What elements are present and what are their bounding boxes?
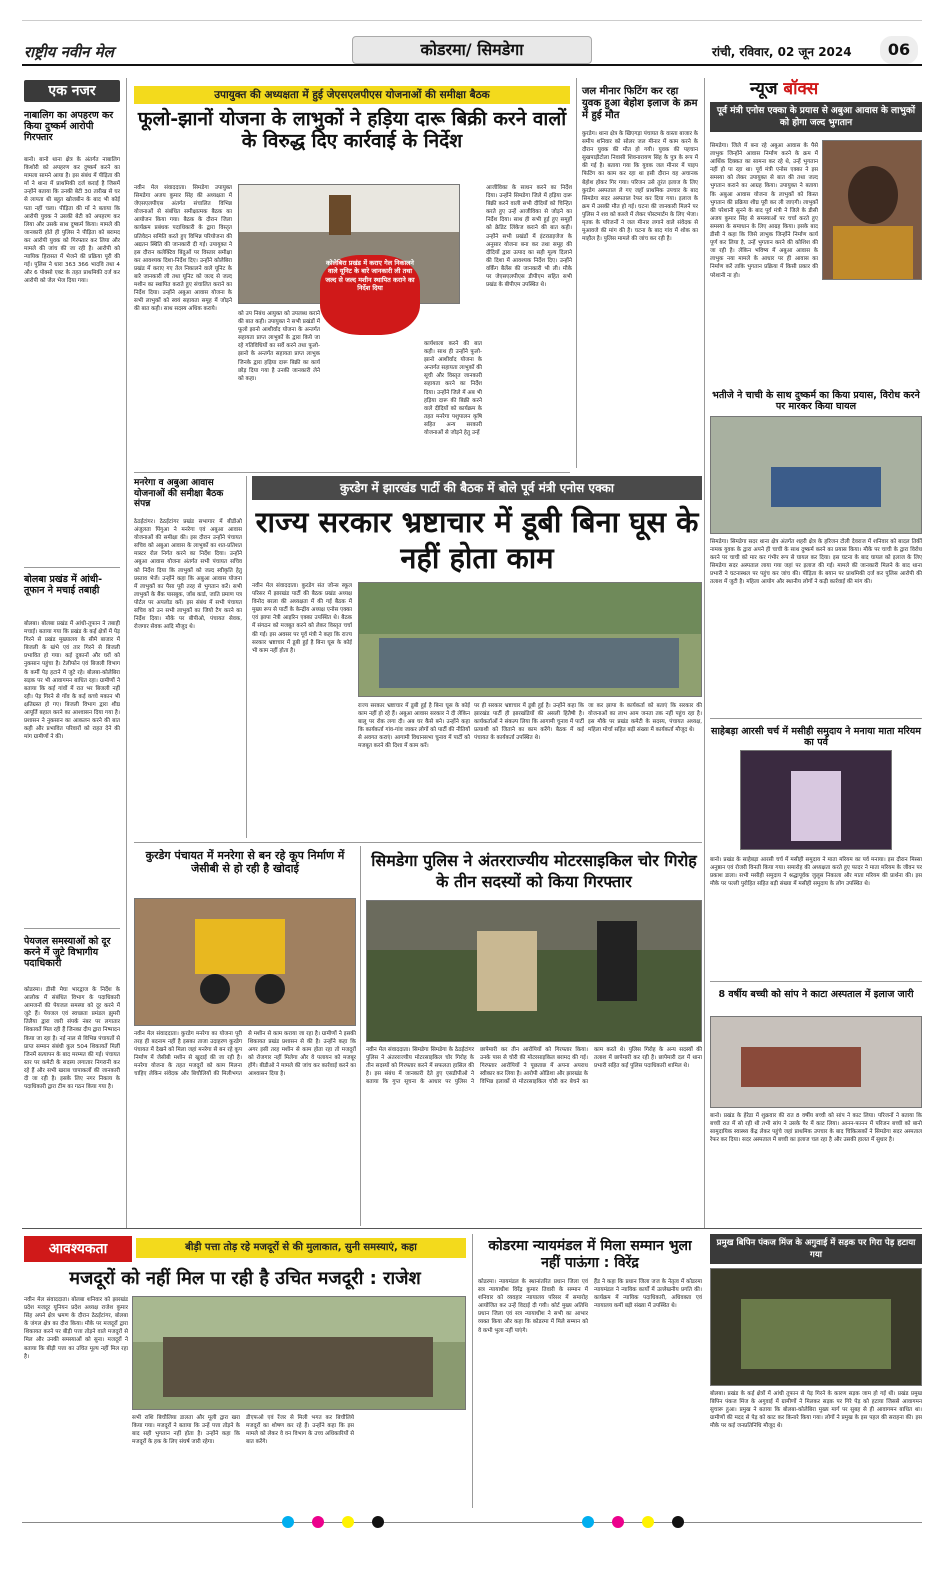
story-title: पेयजल समस्याओं को दूर करने में जुटे विभागीय पदाधिकारी [24, 936, 111, 970]
labourers-photo [132, 1296, 466, 1410]
child-photo [710, 1016, 922, 1108]
story-title: साहेबड़ा आरसी चर्च में मसीही समुदाय ने मनाया माता मरियम का पर्व [711, 726, 921, 749]
page-number: 06 [880, 36, 918, 64]
aavashyakta-body-cont [360, 1414, 466, 1506]
aavashyakta-body2: सभी राशि बिचौलिया डालता और मूली द्वारा खरा किया गया। मजदूरों ने बताया कि उन्हें पत्ता तोड़ने के बाद सही भुगतान नहीं होता है। उन्होंने कहा कि मजदूरों के हक के लिए संघर्ष जारी रहेगा। [132, 1415, 240, 1446]
story-body: सिमडेगा। सिमडेगा सदर थाना क्षेत्र अंतर्गत शहरी क्षेत्र के हरिजन टोली देवराज में शनिवार को बादल तिर्की नामक युवक के द्वारा अपने ही चाची के साथ दुष्कर्म करने का प्रयास किया। मौके पर चाची के द्वारा विरोध करने पर चाची को मार कर गंभीर रूप से घायल कर दिया। इस घटना के बाद घायल को इलाज के लिए सिमडेगा सदर अस्पताल लाया गया जहां पर इलाज की गई। मामले की जानकारी मिलने के बाद थाना प्रभारी ने घटनास्थल पर पहुंच कर जांच की। पीड़िता के बयान पर प्राथमिकी दर्ज कर पुलिस आरोपी की तलाश में जुटी है। महिला आयोग और स्थानीय लोगों ने कड़ी कार्रवाई की मांग की। [710, 539, 922, 586]
manrega-title: मनरेगा व अबुआ आवास योजनाओं की समीक्षा बैठक संपन्न [134, 478, 224, 510]
nyaymandal-body2: हैंड ने कहा कि प्रधान जिला जज के नेतृत्व में कोडरमा न्यायमंडल ने न्यायिक कार्यों में उल्लेखनीय प्रगति की। कार्यक्रम में न्यायिक पदाधिकारी, अधिवक्ता एवं न्यायालय कर्मी बड़ी संख्या में उपस्थित थे। [594, 1279, 702, 1310]
police-title: सिमडेगा पुलिस ने अंतरराज्यीय मोटरसाइकिल चोर गिरोह के तीन सदस्यों को किया गिरफ्तार [371, 851, 697, 891]
story-title: भतीजे ने चाची के साथ दुष्कर्म का किया प्रयास, विरोध करने पर मारकर किया घायल [712, 390, 920, 413]
jcb-photo [134, 898, 356, 1026]
lead-col2: को उप निबंध आयुक्त को उपलब्ध कराने की बात कही। उपायुक्त ने सभी प्रखंडों में फूलो झानो आशीर्वाद योजना के अन्तर्गत सहायता प्राप्त लाभुकों के द्वारा किये जा रहे गतिविधियों का सर्वे करने तथा फूलो-झानो के अन्तर्गत सहायता प्राप्त लाभुक जिनके द्वारा हड़िया दारू बिक्री का कार्य छोड़ दिया गया है उनकी जानकारी लेने को कहा। [238, 311, 320, 382]
kurdeg-kicker: कुरडेग में झारखंड पार्टी की बैठक में बोले पूर्व मंत्री एनोस एक्का [252, 476, 702, 500]
jcb-body: नवीन मेल संवाददाता। कुरडेग मनरेगा का योजना पूरी तरह ही बदनाम नहीं है इसका ताजा उदाहरण कुरडेग पंचायत में देखने को मिला जहां मनरेगा से बन रहे कूप निर्माण में जेसीबी मशीन से खुदाई की जा रही है। मनरेगा योजना के तहत मजदूरों को काम मिलना चाहिए लेकिन संवेदक और बिचौलियों की मिलीभगत से मशीन से काम कराया जा रहा है। ग्रामीणों ने इसकी शिकायत प्रखंड प्रशासन से की है। उन्होंने कहा कि अगर इसी तरह मशीन से काम होता रहा तो मजदूरों को रोजगार नहीं मिलेगा और वे पलायन को मजबूर होंगे। बीडीओ ने मामले की जांच कर कार्रवाई करने का आश्वासन दिया है। [134, 1031, 356, 1078]
hospital-photo [710, 416, 922, 534]
party-meeting-photo [358, 582, 702, 697]
aavashyakta-kicker: बीड़ी पत्ता तोड़ रहे मजदूरों से की मुलाकात, सुनी समस्याएं, कहा [136, 1238, 466, 1258]
print-color-bar [22, 1514, 922, 1534]
lead-kicker: उपायुक्त की अध्यक्षता में हुई जेएसएलपीएस योजनाओं की समीक्षा बैठक [134, 86, 570, 104]
story-title: बोलबा प्रखंड में आंधी-तूफान ने मचाई तबाही [24, 574, 103, 597]
police-photo [366, 900, 702, 1042]
story-body: कोडरमा। डीसी मेघा भारद्वाज के निर्देश के आलोक में संबंधित विभाग के पदाधिकारी आमजनों की पेयजल समस्या को दूर करने में जुटे हैं। पेयजल एवं स्वच्छता प्रमंडल झुमरी तिलैया द्वारा जारी संपर्क नंबर पर लगातार शिकायतें मिल रही हैं जिनका दीप द्वारा निष्पादन किया जा रहा है। नई नाल से विभिन्न पंचायतों से प्राप्त सम्मान संबंधी कुल 504 शिकायतें मिलीं जिनमें सत्यापन के बाद मरम्मत की गई। पंचायत स्तर पर कमेटी के सदस्य लगातार निगरानी कर रहे हैं और सभी खराब चापाकलों की जानकारी दी जा रही है। इसके लिए नगर निकाय के पदाधिकारी द्वारा टीम का गठन किया गया है। [24, 987, 120, 1091]
aavashyakta-headline: मजदूरों को नहीं मिल पा रही है उचित मजदूरी : राजेश [69, 1268, 421, 1289]
label-part-red: बॉक्स [783, 79, 819, 99]
news-box-label [750, 76, 818, 99]
date-line: रांची, रविवार, 02 जून 2024 [712, 45, 852, 59]
story-title: पूर्व मंत्री एनोस एक्का के प्रयास से अबुआ आवास के लाभुकों को होगा जल्द भुगतान [710, 102, 922, 132]
kurdeg-headline: राज्य सरकार भ्रष्टाचार में डूबी बिना घूस के नहीं होता काम [255, 505, 699, 575]
jal-minar-title: जल मीनार फिटिंग कर रहा युवक हुआ बेहोश इलाज के क्रम में हुई मौत [582, 86, 698, 121]
masthead [22, 36, 922, 66]
story-title: नाबालिग का अपहरण कर किया दुष्कर्म आरोपी गिरफ्तार [24, 110, 114, 144]
aavashyakta-body1: नवीन मेल संवाददाता। बोलबा शनिवार को झारखंड प्रदेश मजदूर यूनियन प्रदेश अध्यक्ष राजेश कुमार सिंह अपने क्षेत्र भ्रमण के दौरान ठेठईटांगर, बोलबा के जंगल क्षेत्र का दौरा किया। मौके पर मजदूरों द्वारा शिकायत करने पर बीड़ी पत्ता तोड़ने वाले मजदूरों से मिल और उनकी समस्याओं को सुना। मजदूरों ने बताया कि बीड़ी पत्ता का उचित मूल्य नहीं मिल रहा है। [24, 1297, 128, 1360]
ek-nazar-label: एक नजर [24, 80, 120, 102]
nyaymandal-body1: कोडरमा। न्यायमंडल के स्थानांतरित प्रधान जिला एवं सत्र न्यायाधीश विरेंद्र कुमार तिवारी के सम्मान में शनिवार को व्यवहार न्यायालय परिसर में समारोह आयोजित कर उन्हें विदाई दी गयी। कोर्ट मुख्य अतिथि प्रधान जिला एवं सत्र न्यायाधीश ने सभी का आभार व्यक्त किया और कहा कि कोडरमा में मिले सम्मान को वे कभी भुला नहीं पाएंगे। [478, 1279, 588, 1334]
lead-callout: कोलेबिरा प्रखंड में कराए गेल निकालने वाले यूनिट के बारे जानकारी ली तथा जल्द से जल्द मशीन स्थापित कराने का निर्देश दिया [320, 255, 420, 335]
lead-col3: कार्यशाला करने की बात कही। साथ ही उन्होंने फूलो-झानो आशीर्वाद योजना के अन्तर्गत सहायता लाभुकों की सूची और विस्तृत जानकारी सहायता करने का निर्देश दिया। उन्होंने जिले में अब भी हड़िया दारू की बिक्री करने वाले दीदियों को कार्यक्रम के तहत मनरेगा पशुपालन कृषि सहित अन्य सरकारी योजनाओं से जोड़ने हेतु उन्हें [424, 341, 482, 437]
politician-photo [822, 140, 922, 280]
story-body: बोलबा। बोलबा प्रखंड में आंधी-तूफान ने तबाही मचाई। बताया गया कि प्रखंड के कई क्षेत्रों में पेड़ गिरने से प्रखंड मुख्यालय के सीमे बाजार में बिजली के खंभे एवं तार गिरने से बिजली प्रभावित हो गया। कई दुकानों और घरों को नुकसान पहुंचा है। टेलीफोन एवं बिजली विभाग के कर्मी पेड़ हटाने में जुटे रहे। बोलबा-कोलेबिरा सड़क पर भी आवागमन बाधित रहा। ग्रामीणों ने बताया कि कई गांवों में रात भर बिजली नहीं रही। पेड़ गिरने से गाँव के कई कच्चे मकान भी क्षतिग्रस्त हो गए। बिजली विभाग द्वारा शीघ्र आपूर्ति बहाल करने का आश्वासन दिया गया है। प्रशासन ने नुकसान का आकलन करने की बात कही और प्रभावित परिवारों को राहत देने की मांग ग्रामीणों ने की। [24, 621, 120, 741]
brand: राष्ट्रीय नवीन मेल [24, 43, 114, 61]
lead-headline: फूलो-झानों योजना के लाभुकों ने हड़िया दारू बिक्री करने वालों के विरुद्ध दिए कार्रवाई के निर्देश [137, 108, 567, 153]
story-title: प्रमुख बिपिन पंकज मिंज के अगुवाई में सड़क पर गिरा पेड़ हटाया गया [710, 1234, 922, 1264]
label-part: न्यूज [750, 79, 778, 99]
kurdeg-body4: जा कर झापा के कार्यकर्ता को बताएं कि सरकार की योजनाओं का लाभ आम जनता तक नहीं पहुंच रहा है। इस मौके पर प्रखंड कमेटी के सदस्य, पंचायत अध्यक्ष, महिला मोर्चा सहित बड़ी संख्या में कार्यकर्ता मौजूद थे। [588, 703, 702, 734]
aavashyakta-label: आवश्यकता [24, 1236, 132, 1262]
police-body: नवीन मेल संवाददाता। सिमडेगा सिमडेगा के ठेठईटांगर पुलिस ने अंतरराज्यीय मोटरसाइकिल चोर गिरोह के तीन सदस्यों को गिरफ्तार करने में सफलता हासिल की है। इस संबंध में जानकारी देते हुए एसडीपीओ ने बताया कि गुप्त सूचना के आधार पर पुलिस ने छापेमारी कर तीन आरोपियों को गिरफ्तार किया। उनके पास से चोरी की मोटरसाइकिल बरामद की गई। गिरफ्तार आरोपियों ने पूछताछ में अपना अपराध स्वीकार कर लिया है। आरोपी ओडिशा और झारखंड के विभिन्न इलाकों से मोटरसाइकिल चोरी कर बेचने का काम करते थे। पुलिस गिरोह के अन्य सदस्यों की तलाश में छापेमारी कर रही है। छापेमारी दल में थाना प्रभारी सहित कई पुलिस पदाधिकारी शामिल थे। [366, 1047, 702, 1086]
story-body: बानो। बानो थाना क्षेत्र के अंतर्गत नाबालिग किशोरी को अपहरण कर दुष्कर्म करने का मामला सामने आया है। इस संबंध में पीड़िता की माँ ने थाना में प्राथमिकी दर्ज कराई है जिसमें उन्होंने बताया कि उनकी बेटी 30 तारीख से घर से लापता थी बहुत खोजबीन के बाद भी कोई पता नहीं चला। पीड़िता की माँ ने बताया कि आरोपी युवक ने उसकी बेटी को अपहरण कर लिया और उसके साथ दुष्कर्म किया। मामले की जानकारी होते ही पुलिस ने पीड़िता को बरामद कर आरोपी युवक को गिरफ्तार कर लिया और मामले की जांच की जा रही है। आरोपी को न्यायिक हिरासत में भेजने की प्रक्रिया पूरी की गई। पुलिस ने धारा 363 366 भादवि तथा 4 और 6 पोक्सो एक्ट के तहत प्राथमिकी दर्ज कर आरोपी को जेल भेज दिया गया। [24, 157, 120, 285]
section-title: कोडरमा/ सिमडेगा [352, 36, 592, 64]
church-photo [740, 750, 892, 850]
nyaymandal-title: कोडरमा न्यायमंडल में मिला सम्मान भुला नहीं पाऊंगा : विरेंद्र [488, 1238, 692, 1271]
story-body: बानो। प्रखंड के हेरेडा में शुक्रवार की रात 8 वर्षीय बच्ची को सांप ने काट लिया। परिजनों ने बताया कि बच्ची रात में सो रही थी तभी सांप ने उसके पैर में काट लिया। आनन-फानन में परिजन बच्ची को बानो सामुदायिक स्वास्थ्य केंद्र लेकर पहुंचे जहां प्राथमिक उपचार के बाद चिकित्सकों ने सिमडेगा सदर अस्पताल रेफर कर दिया। सदर अस्पताल में बच्ची का इलाज चल रहा है और उसकी हालत में सुधार है। [710, 1113, 922, 1144]
manrega-body: ठेठईटांगर। ठेठईटांगर प्रखंड सभागार में बीडीओ अंजुलता पिंगुआ ने मनरेगा एवं अबुआ आवास योजनाओं की समीक्षा की। इस दौरान उन्होंने पंचायत सचिव को अबुआ आवास के लाभुकों का शत-प्रतिशत मास्टर रोल निर्गत करने का निर्देश दिया। उन्होंने अबुआ आवास योजना अंतर्गत सभी पंचायत सचिव को निर्देश दिया कि लाभुकों को जल्द स्वीकृति हेतु प्रस्ताव भेजें। उन्होंने कहा कि अबुआ आवास योजना में लाभुकों का पैसा पूरी तरह से भुगतान करें। सभी लाभुकों के बैंक पासबुक, जॉब कार्ड, जाति प्रमाण पत्र पोर्टल पर अपलोड करें। इस संबंध में सभी पंचायत सचिव को उन सभी लाभुकों का जियो टैग करने का निर्देश दिया। मौके पर बीपीओ, पंचायत सेवक, रोजगार सेवक आदि मौजूद थे। [134, 519, 242, 631]
jal-minar-body: कुरडेग। थाना क्षेत्र के खिएगड़ा पंचायत के वास्ता बाजार के समीप शनिवार को सोलर जल मीनार में काम करने के दौरान युवक की मौत हो गयी। युवक की पहचान सुखपाड़ीटोला निवासी शिवनारायण सिंह के पुत्र के रूप में की गई है। बताया गया कि युवक जल मीनार में पाइप फिटिंग का काम कर रहा था इसी दौरान वह अचानक बेहोश होकर गिर गया। परिजन उसे तुरंत इलाज के लिए कुरडेग अस्पताल ले गए जहाँ प्राथमिक उपचार के बाद सिमडेगा सदर अस्पताल रेफर कर दिया गया। इलाज के क्रम में उसकी मौत हो गई। घटना की जानकारी मिलने पर पुलिस ने शव को कब्जे में लेकर पोस्टमार्टम के लिए भेजा। मृतक के परिजनों ने जल मीनार लगाने वाले संवेदक से मुआवजे की मांग की है। घटना के बाद गांव में शोक का माहौल है। पुलिस मामले की जांच कर रही है। [582, 131, 698, 243]
news-box-column [710, 76, 922, 1226]
ek-nazar-column [24, 80, 120, 1225]
story-body-cont [710, 284, 922, 366]
story-title: 8 वर्षीय बच्ची को सांप ने काटा अस्पताल में इलाज जारी [718, 989, 914, 1000]
story-body: सिमडेगा। जिले में बना रहे अबुआ आवास के पैसे लाभुक जिन्होंने आवास निर्माण करने के क्रम में आर्थिक दिक्कत का सामना कर रहे थे, उन्हें भुगतान नहीं हो पा रहा था। पूर्व मंत्री एनोस एक्का ने इस समस्या को लेकर उपायुक्त से बात की तथा जल्द भुगतान कराने का आग्रह किया। उपायुक्त ने बताया कि अबुआ आवास योजना के लाभुकों को किस्त भुगतान की प्रक्रिया शीघ्र पूरी कर ली जाएगी। लाभुकों की परेशानी सुनने के बाद पूर्व मंत्री ने जिले के डीसी अजय कुमार सिंह से समस्याओं पर चर्चा करते हुए समस्या के समाधान के लिए आग्रह किया। इसके बाद डीसी ने कहा कि जिसे लाभुक जिन्होंने निर्माण कार्य पूर्ण कर लिया है, उन्हें भुगतान करने की कोशिश की जा रही है। लेकिन भविष्य में अबुआ आवास के लाभुक नया मामले के आधार पर ही आवास का निर्माण करें ताकि भुगतान प्रक्रिया में किसी प्रकार की परेशानी ना हो। [710, 143, 818, 279]
top-rule [22, 20, 922, 30]
tree-removal-photo [710, 1268, 922, 1386]
jcb-title: कुरडेग पंचायत में मनरेगा से बन रहे कूप निर्माण में जेसीबी से हो रही है खोदाई [145, 849, 345, 875]
kurdeg-body3: पर ही सरकार भ्रष्टाचार में डूबी हुई है। उन्होंने कहा कि झारखंड पार्टी ही झारखंडियों की असली हितैषी है। कार्यकर्ताओं ने संकल्प लिया कि आगामी चुनाव में पार्टी प्रत्याशी को जिताने का काम करेंगे। बैठक में कई पंचायत के कार्यकर्ता उपस्थित थे। [474, 703, 584, 742]
lead-col1: नवीन मेल संवाददाता। सिमडेगा उपायुक्त सिमडेगा अजय कुमार सिंह की अध्यक्षता में जेएसएलपीएस अंतर्गत संचालित विभिन्न योजनाओं से संबंधित समीक्षात्मक बैठक का आयोजन किया गया। बैठक के दौरान जिला कार्यक्रम प्रबंधक पदाधिकारी के द्वारा विस्तृत प्रतिवेदन समिति करते हुए विभिन्न परियोजना की अद्यतन स्थिति की जानकारी दी गई। उपायुक्त ने इस दौरान कलेक्टिव बिंदुओं पर विस्तार समीक्षा कर आवश्यक दिशा-निर्देश दिए। उन्होंने कोलेबिरा प्रखंड में कराए गए तेल निकालने वाले यूनिट के बारे जानकारी ली तथा यूनिट को जल्द से जल्द मशीन का स्थापित कराते हुए संचालित कराने का निर्देश दिया। उन्होंने अबुआ आवास योजना के सभी लाभुकों को स्वयं सहायता समूह में जोड़ने की बात कही। साथ सदस्य अधिक कराये। [134, 185, 232, 313]
story-body: बोलबा। प्रखंड के कई क्षेत्रों में आंधी तूफान से पेड़ गिरने के कारण सड़क जाम हो गई थी। प्रखंड प्रमुख बिपिन पंकज मिंज के अगुवाई में ग्रामीणों ने मिलकर सड़क पर गिरे पेड़ को हटाया जिससे आवागमन सुचारू हुआ। प्रमुख ने बताया कि बोलबा-कोलेबिरा मुख्य मार्ग पर सुबह से ही आवागमन बाधित था। ग्रामीणों की मदद से पेड़ को काट कर किनारे किया गया। लोगों ने प्रमुख के इस पहल की सराहना की। इस मौके पर कई जनप्रतिनिधि मौजूद थे। [710, 1391, 922, 1430]
lead-col4: आजीविका के साधन करने का निर्देश दिया। उन्होंने सिमडेगा जिले में हड़िया दारू बिक्री करने वाली सभी दीदियों को चिन्हित करते हुए उन्हें आजीविका से जोड़ने का निर्देश दिया। साथ ही सभी हुई हुए समूहों को क्रेडिट लिंकेज कराने की बात कही। उन्होंने सभी प्रखंडों में इंटरप्राइजेज के अनुसार योजना बना कर तथा समूह की दीदियों द्वारा उत्पाद का सही मूल्य दिलाने की दिशा में आवश्यक निर्देश दिए। उन्होंने वर्किंग बैलेंस की जानकारी भी ली। मौके पर जेएसएलपीएस डीपीएम सहित सभी प्रखंड के बीपीएम उपस्थित थे। [486, 185, 572, 289]
kurdeg-body2: राज्य सरकार भ्रष्टाचार में डूबी हुई है बिना घूस के कोई काम नहीं हो रहे हैं। अबुआ आवास सरकार ने दी लेकिन बालू पर रोक लगा दी। अब घर कैसे बने। उन्होंने कहा कि कार्यकर्ता गांव-गांव जाकर लोगों को पार्टी की नीतियों से अवगत कराएं। आगामी विधानसभा चुनाव में पार्टी को मजबूत करने की दिशा में काम करें। [358, 703, 470, 750]
kurdeg-body1: नवीन मेल संवाददाता। कुरडेग संत जोन्स स्कूल परिसर में झारखंड पार्टी की बैठक प्रखंड अध्यक्ष विनोद बरला की अध्यक्षता में की गई बैठक में मुख्य रूप से पार्टी के केन्द्रीय अध्यक्ष एनोस एक्का एवं झापा नेत्री आइरिन एक्का उपस्थित थे। बैठक में संगठन को मजबूत करने को लेकर विस्तृत चर्चा की गई। इस अवसर पर पूर्व मंत्री ने कहा कि राज्य सरकार भ्रष्टाचार में डूबी हुई है बिना घूस के कोई भी काम नहीं होता है। [252, 583, 352, 654]
story-body: बानो। प्रखंड के साहेबड़ा आरसी चर्च में मसीही समुदाय ने माता मरियम का पर्व मनाया। इस दौरान मिस्सा अनुष्ठान एवं रोजरी विनती किया गया। समारोह की अध्यक्षता करते हुए फादर ने माता मरियम के जीवन पर प्रकाश डाला। सभी मसीही समुदाय ने श्रद्धापूर्वक जुलूस निकाला और माता मरियम की प्रार्थना की। इस मौके पर पल्ली पुरोहित सहित बड़ी संख्या में मसीही समुदाय के लोग उपस्थित थे। [710, 857, 922, 888]
aavashyakta-body3: डीएफओ एवं रेंजर से मिली भगत कर बिचौलिये मजदूरों का शोषण कर रहे हैं। उन्होंने कहा कि इस मामले को लेकर वे वन विभाग के उच्च अधिकारियों से बात करेंगे। [246, 1415, 354, 1446]
